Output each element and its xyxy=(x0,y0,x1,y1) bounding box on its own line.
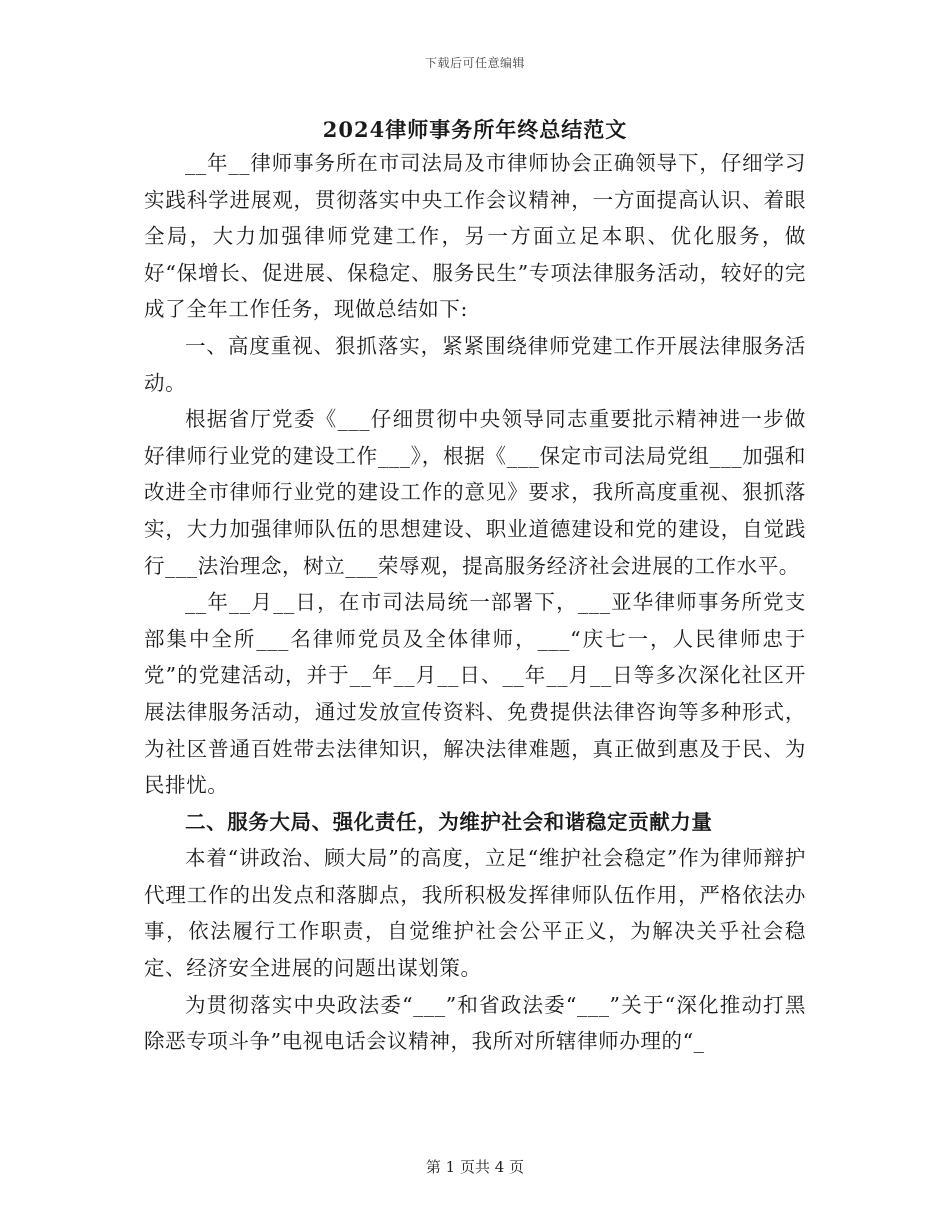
paragraph-social-stability: 本着“讲政治、顾大局”的高度，立足“维护社会稳定”作为律师辩护代理工作的出发点和落脚点，我所积极发挥律师队伍作用，严格依法办事，依法履行工作职责，自觉维护社会公平正义，为解决关乎社会稳定、经济安全进展的问题出谋划策。 xyxy=(144,846,806,981)
paragraph-intro: __年__律师事务所在市司法局及市律师协会正确领导下，仔细学习实践科学进展观，贯彻落实中央工作会议精神，一方面提高认识、着眼全局，大力加强律师党建工作，另一方面立足本职、优化服务，做好“保增长、促进展、保稳定、服务民生”专项法律服务活动，较好的完成了全年工作任务，现做总结如下: xyxy=(144,151,806,322)
header-note: 下载后可任意编辑 xyxy=(424,56,525,70)
paragraph-anti-crime: 为贯彻落实中央政法委“___”和省政法委“___”关于“深化推动打黑除恶专项斗争”电视电话会议精神，我所对所辖律师办理的“_ xyxy=(144,992,806,1054)
paragraph-party-building: 根据省厅党委《___仔细贯彻中央领导同志重要批示精神进一步做好律师行业党的建设工作___》，根据《___保定市司法局党组___加强和改进全市律师行业党的建设工作的意见》要求，我所高度重视、狠抓落实，大力加强律师队伍的思想建设、职业道德建设和党的建设，自觉践行___法治理念，树立___荣辱观，提高服务经济社会进展的工作水平。 xyxy=(144,407,806,578)
paragraph-community-service: __年__月__日，在市司法局统一部署下，___亚华律师事务所党支部集中全所___名律师党员及全体律师，___“庆七一，人民律师忠于党”的党建活动，并于__年__月__日、__年__月__日等多次深化社区开展法律服务活动，通过发放宣传资料、免费提供法律咨询等多种形式，为社区普通百姓带去法律知识，解决法律难题，真正做到惠及于民、为民排忧。 xyxy=(144,590,806,798)
paragraph-section-two-heading: 二、服务大局、强化责任，为维护社会和谐稳定贡献力量 xyxy=(185,809,713,834)
page-number-footer: 第 1 页共 4 页 xyxy=(425,1158,525,1176)
document-body xyxy=(144,145,806,1060)
document-title: 2024律师事务所年终总结范文 xyxy=(322,117,628,142)
paragraph-section-one-heading: 一、高度重视、狠抓落实，紧紧围绕律师党建工作开展法律服务活动。 xyxy=(144,333,806,395)
